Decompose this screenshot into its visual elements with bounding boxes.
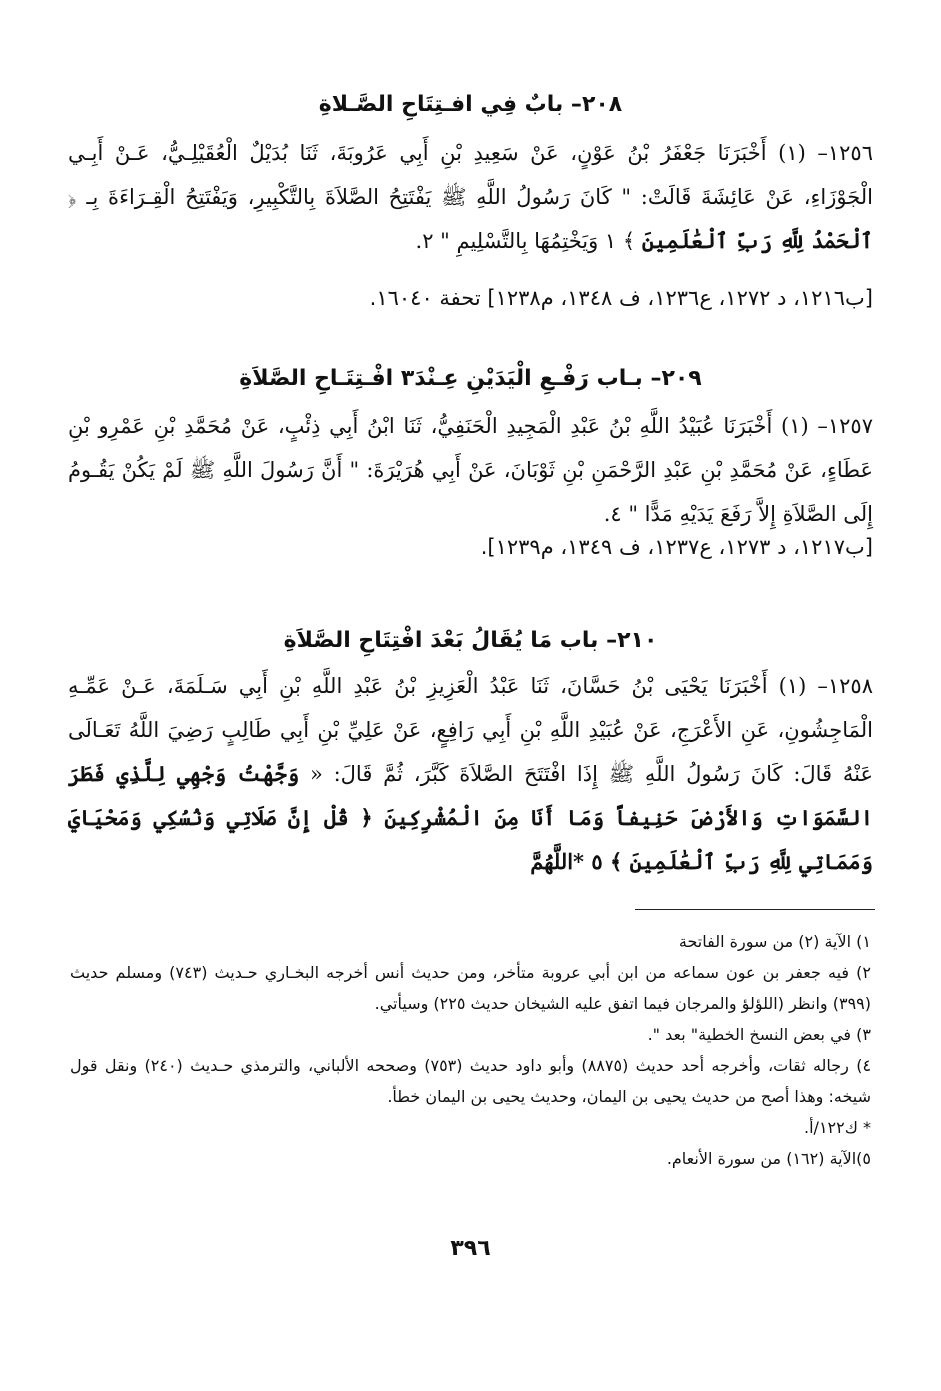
- footnote: ٤) رجاله ثقات، وأخرجه أحد حديث (٨٨٧٥) وأبو داود حديث (٧٥٣) وصححه الألباني، والترمذي حـديث (٢٤٠) ونقل قول شيخه: وهذا أصح من حديث يحيى بن اليمان، وحديث يحيى بن اليمان خطأ.: [70, 1056, 872, 1106]
- hadith-text: ١٢٥٨– (١) أَخْبَرَنَا يَحْيَى بْنُ حَسَّانَ، ثَنَا عَبْدُ الْعَزِيزِ بْنُ عَبْدِ اللَّهِ بْنِ أَبِي سَـلَمَةَ، عَـنْ عَمِّـهِ الْمَاجِشُونِ، عَنِ الأَعْرَجِ، عَنْ عُبَيْدِ اللَّهِ بْنِ أَبِي رَافِعٍ، عَنْ عَلِيِّ بْنِ أَبِي طَالِبٍ رَضِيَ اللَّهُ تَعَـالَى عَنْهُ قَالَ: كَانَ رَسُولُ اللَّهِ ﷺ إِذَا افْتَتَحَ الصَّلاَةَ كَبَّرَ، ثُمَّ قَالَ: «: [68, 674, 873, 786]
- hadith-text: ١٢٥٦– (١) أَخْبَرَنَا جَعْفَرُ بْنُ عَوْنٍ، عَنْ سَعِيدِ بْنِ أَبِي عَرُوبَةَ، ثَنَا بُدَيْلٌ الْعُقَيْلِـيُّ، عَـنْ أَبِـي الْجَوْزَاءِ، عَنْ عَائِشَةَ قَالَتْ: " كَانَ رَسُولُ اللَّهِ ﷺ يَفْتَتِحُ الصَّلاَةَ بِالتَّكْبِيرِ، وَيَفْتَتِحُ الْقِـرَاءَةَ بِـ ﴿: [68, 141, 873, 209]
- hadith-1257: ١٢٥٧– (١) أَخْبَرَنَا عُبَيْدُ اللَّهِ بْنُ عَبْدِ الْمَجِيدِ الْحَنَفِيُّ، ثَنَا ابْنُ أَبِي ذِئْبٍ، عَنْ مُحَمَّدِ بْنِ عَمْرِو بْنِ عَطَاءٍ، عَنْ مُحَمَّدِ بْنِ عَبْدِ الرَّحْمَنِ بْنِ ثَوْبَانَ، عَنْ أَبِي هُرَيْرَةَ: " أَنَّ رَسُولَ اللَّهِ ﷺ لَمْ يَكُنْ يَقُـومُ إِلَى الصَّلاَةِ إِلاَّ رَفَعَ يَدَيْهِ مَدًّا " ٤.: [68, 414, 873, 526]
- chapter-heading-210: ٢١٠– باب مَا يُقَالُ بَعْدَ افْتِتَاحِ الصَّلاَةِ: [283, 628, 658, 653]
- footnote: ٥)الآية (١٦٢) من سورة الأنعام.: [666, 1149, 871, 1168]
- hadith-1256: [68, 131, 873, 263]
- page-number: ٣٩٦: [450, 1236, 491, 1261]
- footnote: * ك١٢٢/أ.: [804, 1118, 871, 1137]
- hadith-references: [ب١٢١٦، د ١٢٧٢، ع١٢٣٦، ف ١٣٤٨، م١٢٣٨] تحفة ١٦٠٤٠.: [369, 286, 873, 310]
- footnote: ٢) فيه جعفر بن عون سماعه من ابن أبي عروبة متأخر، ومن حديث أنس أخرجه البخـاري حـديث (٧٤٣) ومسلم حديث (٣٩٩) وانظر (اللؤلؤ والمرجان فيما اتفق عليه الشيخان حديث ٢٢٥) وسيأتي.: [70, 963, 871, 1013]
- supplication-text: وَجَّهْتُ وَجْهِي لِلَّذِي فَطَرَ السَّمَوَاتِ وَالأَرْضَ حَنِيفاً وَمَا أَنَا مِنَ الْمُشْرِكِينَ ﴿ قُلْ إِنَّ صَلَاتِي وَنُسُكِي وَمَحْيَايَ وَمَمَاتِي لِلَّهِ رَبِّ ٱلْعَٰلَمِينَ ﴾ ٥ *اللَّهُمَّ: [68, 761, 873, 874]
- hadith-1258: [68, 664, 873, 884]
- footnotes: [70, 926, 871, 1174]
- quran-verse: ٱلْحَمْدُ لِلَّهِ رَبِّ ٱلْعَٰلَمِينَ: [641, 228, 873, 253]
- chapter-heading-208: ٢٠٨– بابٌ فِي افـتِتَاحِ الصَّـلاةِ: [318, 92, 623, 117]
- hadith-references: [ب١٢١٧، د ١٢٧٣، ع١٢٣٧، ف ١٣٤٩، م١٢٣٩].: [480, 535, 873, 559]
- footnote: ٣) في بعض النسخ الخطية" بعد ".: [647, 1025, 871, 1044]
- chapter-heading-209: ٢٠٩– بـاب رَفْـعِ الْيَدَيْنِ عِـنْدَ٣ افْـتِتَـاحِ الصَّلاَةِ: [239, 366, 702, 391]
- footnote-divider: [635, 909, 875, 910]
- footnote: ١) الآية (٢) من سورة الفاتحة: [678, 932, 871, 951]
- hadith-text-end: ﴾ ١ وَيَخْتِمُهَا بِالتَّسْلِيمِ " ٢.: [415, 229, 636, 253]
